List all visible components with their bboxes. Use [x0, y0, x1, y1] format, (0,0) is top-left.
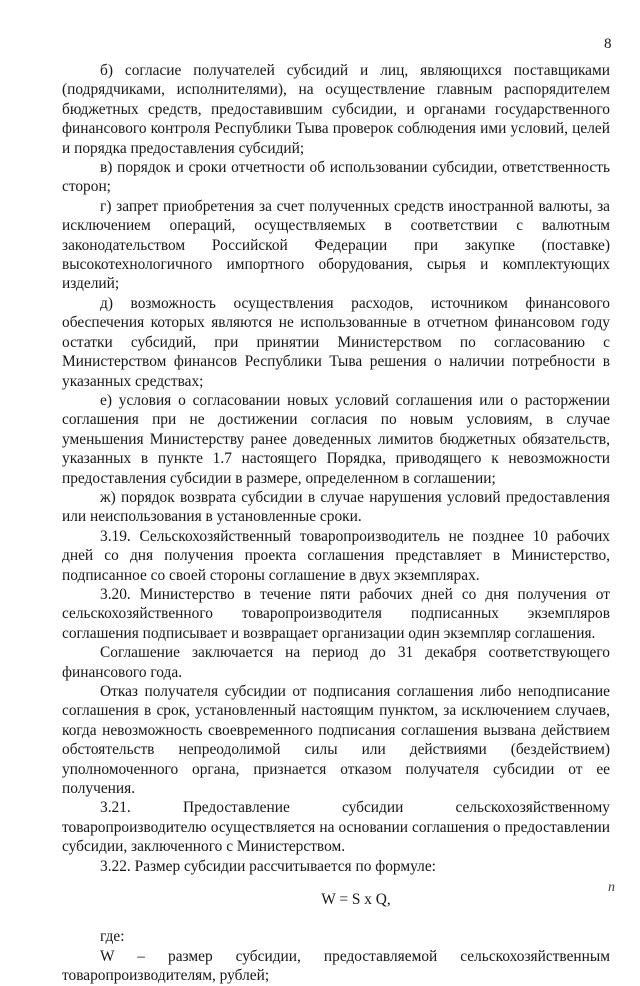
- paragraph: г) запрет приобретения за счет полученных средств иностранной валюты, за исключением операций, осуществляемых в соответствии с валютным законодательством Российской Федерации при закупке (поставке) высокотехнологичного импортного оборудования, сырья и комплектующих изделий;: [62, 197, 610, 293]
- page-number: 8: [604, 36, 612, 52]
- definition: W – размер субсидии, предоставляемой сельскохозяйственным товаропроизводителям, рублей;: [62, 947, 610, 985]
- paragraph: 3.22. Размер субсидии рассчитывается по формуле:: [100, 857, 436, 875]
- where-label: где:: [100, 928, 125, 946]
- paragraph: д) возможность осуществления расходов, источником финансового обеспечения которых являются не использованные в отчетном финансовом году остатки субсидий, при принятии Министерством по согласованию с Министерством финансов Республики Тыва решения о наличии потребности в указанных средствах;: [62, 294, 610, 390]
- document-body: [62, 61, 610, 986]
- paragraph: 3.20. Министерство в течение пяти рабочих дней со дня получения от сельскохозяйственного товаропроизводителя подписанных экземпляров соглашения подписывает и возвращает организации один экземпляр соглашения.: [62, 585, 610, 642]
- paragraph: е) условия о согласовании новых условий соглашения или о расторжении соглашения при не достижении согласия по новым условиям, в случае уменьшения Министерству ранее доведенных лимитов бюджетных обязательств, указанных в пункте 1.7 настоящего Порядка, приводящего к невозможности предоставления субсидии в размере, определенном в соглашении;: [62, 391, 610, 487]
- paragraph: 3.19. Сельскохозяйственный товаропроизводитель не позднее 10 рабочих дней со дня получения проекта соглашения представляет в Министерство, подписанное со своей стороны соглашение в двух экземплярах.: [62, 527, 610, 584]
- paragraph: б) согласие получателей субсидий и лиц, являющихся поставщиками (подрядчиками, исполнителями), на осуществление главным распорядителем бюджетных средств, предоставившим субсидии, и органами государственного финансового контроля Республики Тыва проверок соблюдения ими условий, целей и порядка предоставления субсидий;: [62, 62, 610, 157]
- paragraph: 3.21. Предоставление субсидии сельскохозяйственному товаропроизводителю осуществляется на основании соглашения о предоставлении субсидии, заключенного с Министерством.: [62, 799, 610, 856]
- paragraph: Соглашение заключается на период до 31 декабря соответствующего финансового года.: [62, 644, 610, 681]
- formula: W = S x Q,: [321, 891, 391, 909]
- paragraph: ж) порядок возврата субсидии в случае нарушения условий предоставления или неиспользования в установленные сроки.: [62, 488, 610, 526]
- paragraph: в) порядок и сроки отчетности об использовании субсидии, ответственность сторон;: [62, 159, 610, 196]
- handwritten-mark: п: [608, 880, 615, 895]
- paragraph: Отказ получателя субсидии от подписания соглашения либо неподписание соглашения в срок, установленный настоящим пунктом, за исключением случаев, когда невозможность своевременного подписания соглашения вызвана действием обстоятельств непреодолимой силы или действиями (бездействием) уполномоченного органа, признается отказом получателя субсидии от ее получения.: [62, 683, 610, 798]
